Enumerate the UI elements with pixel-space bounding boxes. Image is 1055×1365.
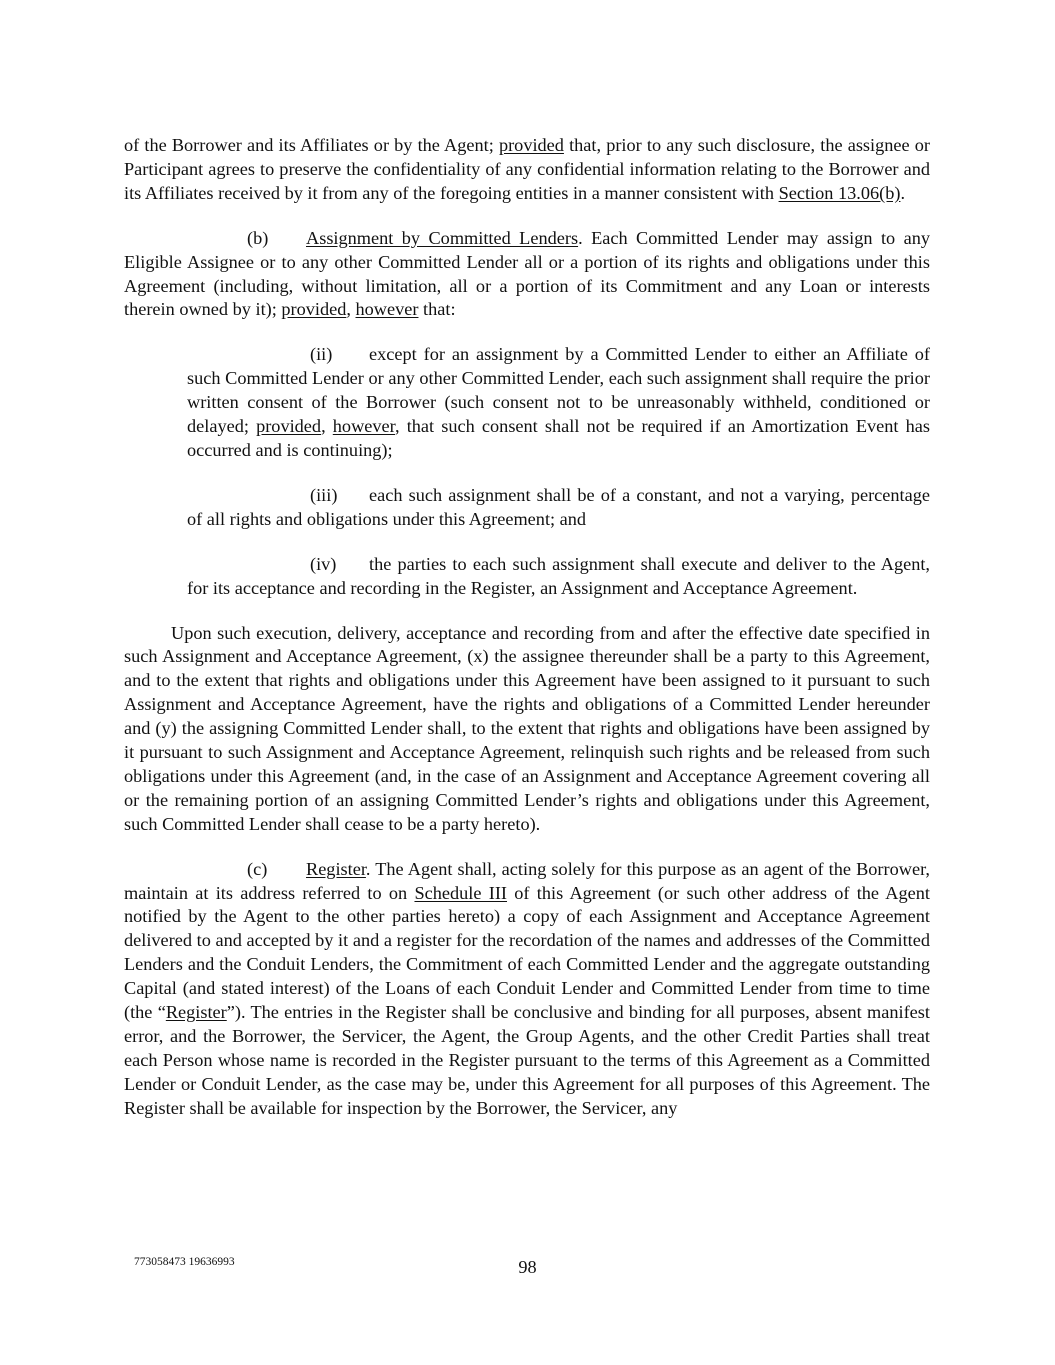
clause-label: (c) [247, 858, 268, 879]
paragraph-b-assignment [124, 227, 930, 323]
text-run: , [321, 416, 333, 437]
underlined-term: however [332, 416, 395, 437]
text-run: ”). The entries in the Register shall be conclusive and binding for all purposes, absent manifest error, and the Borrower, the Servicer, the Agent, the Group Agents, and the other Credit Parties shall treat each Person whose name is recorded in the Register pursuant to the terms of this Agreement as a Committed Lender or Conduit Lender, as the case may be, under this Agreement for all purposes of this Agreement. The Register shall be available for inspection by the Borrower, the Servicer, any [124, 1002, 930, 1118]
underlined-term: provided [498, 135, 564, 155]
text-run: that, prior to any such disclosure, the assignee or Participant agrees to preserve the confidentiality of any confidential information relating to the Borrower and its Affiliates received by it from any of the foregoing entities in a manner consistent with [124, 135, 931, 203]
text-run: , that such consent shall not be required if an Amortization Event has occurred and is continuing); [187, 416, 930, 460]
clause-label: (iv) [310, 553, 337, 574]
clause-label: (ii) [310, 344, 333, 365]
subclause-iii [187, 484, 930, 532]
text-run: . [900, 182, 906, 203]
text-run: of this Agreement (or such other address of the Agent notified by the Agent to the other parties hereto) a copy of each Assignment and Acceptance Agreement delivered to and accepted by it and a register for the recordation of the names and addresses of the Committed Lenders and the Conduit Lenders, the Commitment of each Committed Lender and the aggregate outstanding Capital (and stated interest) of the Loans of each Conduit Lender and Committed Lender from time to time (the “ [124, 882, 930, 1023]
text-run: . The Agent shall, acting solely for this purpose as an agent of the Borrower, maintain at its address referred to on [124, 858, 930, 903]
text-run: . Each Committed Lender may assign to any Eligible Assignee or to any other Committed Lender all or a portion of its rights and obligations under this Agreement (including, without limitation, all or a portion of its Commitment and any Loan or interests therein owned by it); [124, 227, 930, 320]
defined-term: Register [165, 1002, 227, 1023]
paragraph-effect-of-assignment [124, 622, 930, 837]
underlined-term: provided [256, 416, 322, 437]
underlined-term: provided [281, 299, 347, 320]
paragraph-confidentiality [124, 134, 930, 206]
document-body [124, 134, 930, 1121]
clause-heading: Assignment by Committed Lenders [306, 227, 579, 248]
section-reference: Section 13.06(b) [778, 182, 901, 203]
paragraph-c-register [124, 858, 930, 1121]
text-run: of the Borrower and its Affiliates or by the Agent; [124, 135, 499, 155]
text-run: that: [418, 299, 456, 320]
schedule-reference: Schedule III [414, 882, 508, 903]
clause-heading: Register [306, 858, 366, 879]
document-id: 773058473 19636993 [134, 1256, 235, 1268]
text-run: except for an assignment by a Committed Lender to either an Affiliate of such Committed Lender or any other Committed Lender, each such assignment shall require the prior written consent of the Borrower (such consent not to be unreasonably withheld, conditioned or delayed; [187, 344, 930, 437]
clause-label: (iii) [310, 484, 338, 505]
underlined-term: however [355, 299, 419, 320]
page-number: 98 [518, 1257, 537, 1277]
text-run: the parties to each such assignment shall execute and deliver to the Agent, for its acceptance and recording in the Register, an Assignment and Acceptance Agreement. [187, 553, 930, 598]
text-run: each such assignment shall be of a constant, and not a varying, percentage of all rights and obligations under this Agreement; and [187, 484, 930, 529]
text-run: , [346, 299, 356, 320]
clause-label: (b) [247, 227, 269, 248]
subclause-ii [187, 343, 930, 463]
text-run: Upon such execution, delivery, acceptance and recording from and after the effective date specified in such Assignment and Acceptance Agreement, (x) the assignee thereunder shall be a party to this Agreement, and to the extent that rights and obligations under this Agreement have been assigned to it pursuant to such Assignment and Acceptance Agreement, have the rights and obligations of a Committed Lender hereunder and (y) the assigning Committed Lender shall, to the extent that rights and obligations have been assigned by it pursuant to such Assignment and Acceptance Agreement, relinquish such rights and be released from such obligations under this Agreement (and, in the case of an Assignment and Acceptance Agreement covering all or the remaining portion of an assigning Committed Lender’s rights and obligations under this Agreement, such Committed Lender shall cease to be a party hereto). [124, 622, 930, 834]
subclause-iv [187, 553, 930, 601]
